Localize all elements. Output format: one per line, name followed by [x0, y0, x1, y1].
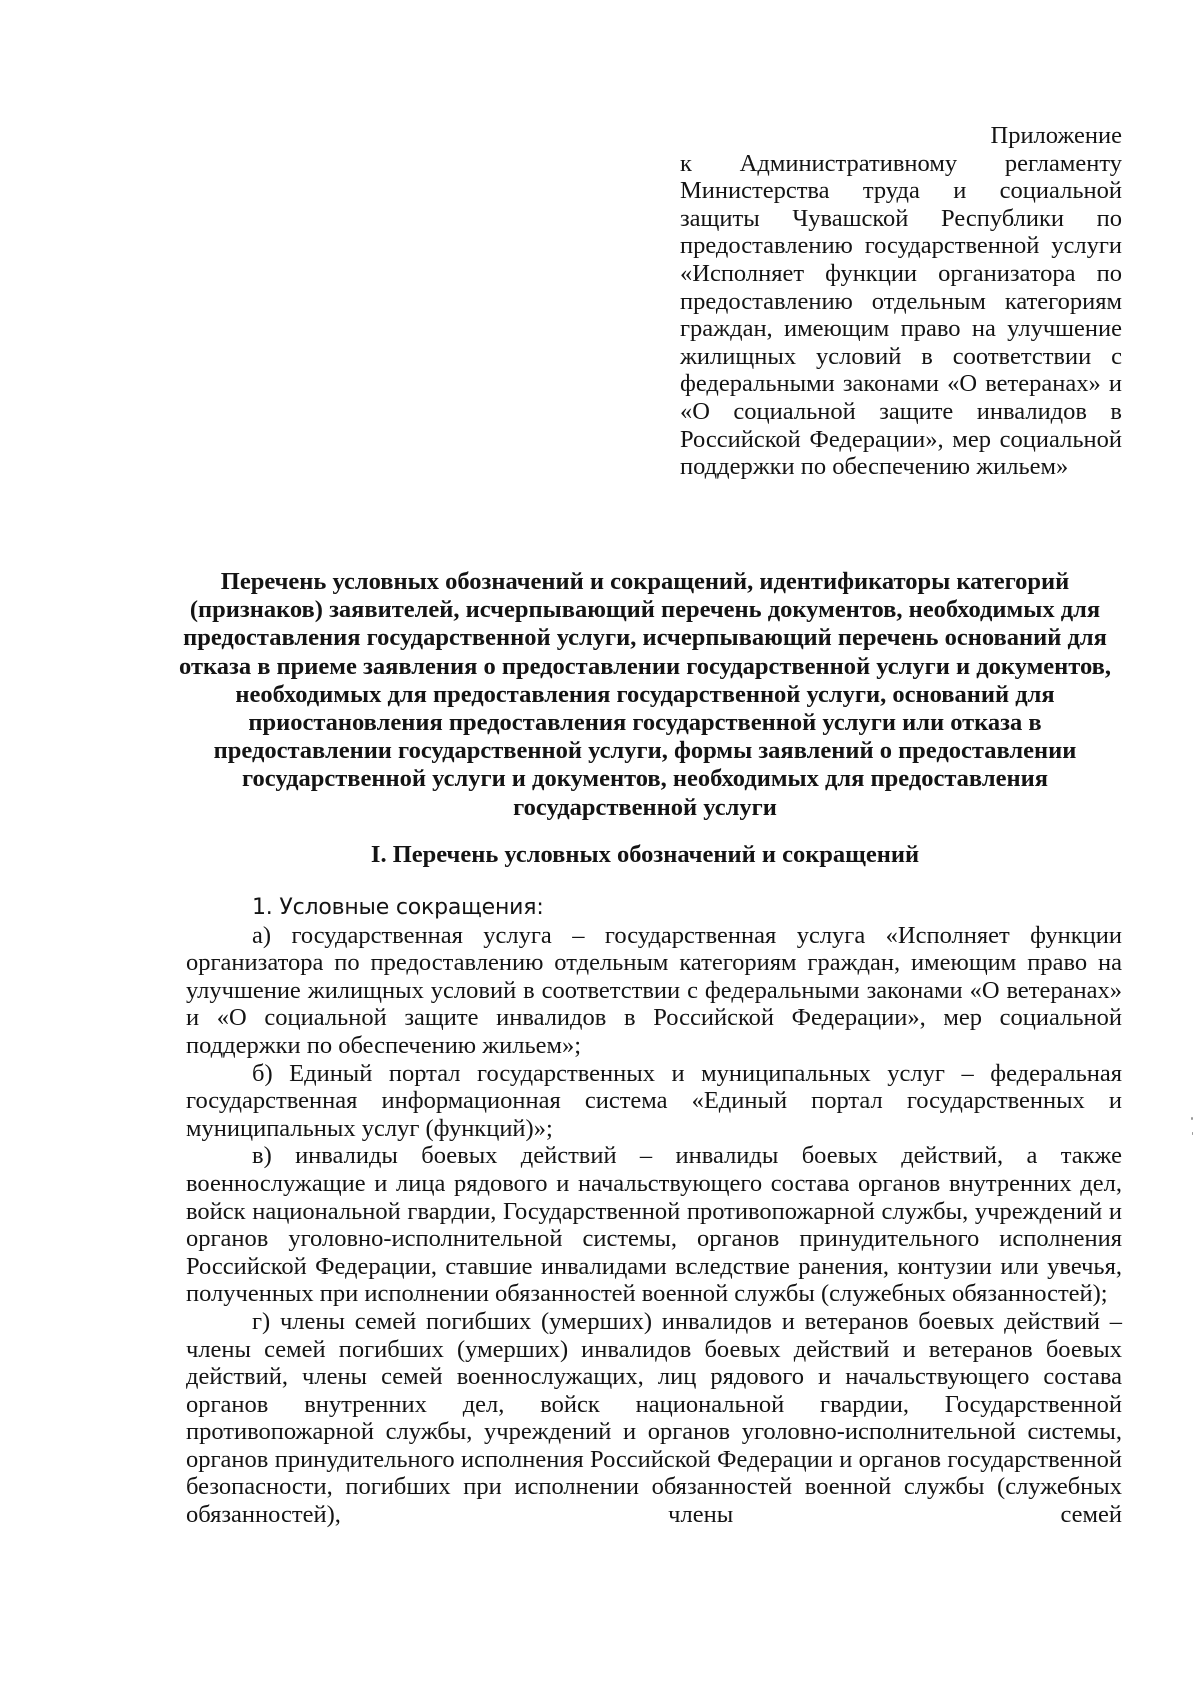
section-title: I. Перечень условных обозначений и сокращений	[370, 841, 920, 868]
scan-speck	[1192, 1132, 1193, 1135]
appendix-body: к Административному регламенту Министерства труда и социальной защиты Чувашской Республики по предоставлению государственной услуги «Исполняет функции организатора по предоставлению отдельным категориям граждан, имеющим право на улучшение жилищных условий в соответствии с федеральными законами «О ветеранах» и «О социальной защите инвалидов в Российской Федерации», мер социальной поддержки по обеспечению жильем»	[680, 149, 1122, 481]
appendix-block	[680, 122, 1122, 481]
paragraph-a: а) государственная услуга – государственная услуга «Исполняет функции организатора по предоставлению отдельным категориям граждан, имеющим право на улучшение жилищных условий в соответствии с федеральными законами «О ветеранах» и «О социальной защите инвалидов в Российской Федерации», мер социальной поддержки по обеспечению жильем»;	[186, 921, 1122, 1059]
document-body	[186, 894, 1122, 1529]
paragraph-g: г) члены семей погибших (умерших) инвалидов и ветеранов боевых действий – члены семей погибших (умерших) инвалидов боевых действий и ветеранов боевых действий, члены семей военнослужащих, лиц рядового и начальствующего состава органов внутренних дел, войск национальной гвардии, Государственной противопожарной службы, учреждений и органов уголовно-исполнительной системы, органов принудительного исполнения Российской Федерации и органов государственной безопасности, погибших при исполнении обязанностей военной службы (служебных обязанностей), члены семей	[186, 1307, 1122, 1529]
paragraph-v: в) инвалиды боевых действий – инвалиды боевых действий, а также военнослужащие и лица рядового и начальствующего состава органов внутренних дел, войск национальной гвардии, Государственной противопожарной службы, учреждений и органов уголовно-исполнительной системы, органов принудительного исполнения Российской Федерации, ставшие инвалидами вследствие ранения, контузии или увечья, полученных при исполнении обязанностей военной службы (служебных обязанностей);	[186, 1142, 1122, 1308]
paragraph-b: б) Единый портал государственных и муниципальных услуг – федеральная государственная информационная система «Единый портал государственных и муниципальных услуг (функций)»;	[186, 1059, 1122, 1142]
scan-speck	[1191, 1117, 1193, 1120]
document-title: Перечень условных обозначений и сокращений, идентификаторы категорий (признаков) заявителей, исчерпывающий перечень документов, необходимых для предоставления государственной услуги, исчерпывающий перечень оснований для отказа в приеме заявления о предоставлении государственной услуги и документов, необходимых для предоставления государственной услуги, оснований для приостановления предоставления государственной услуги или отказа в предоставлении государственной услуги, формы заявлений о предоставлении государственной услуги и документов, необходимых для предоставления государственной услуги	[179, 568, 1111, 821]
paragraph-conventions: 1. Условные сокращения:	[252, 895, 544, 920]
appendix-heading: Приложение	[990, 122, 1122, 149]
